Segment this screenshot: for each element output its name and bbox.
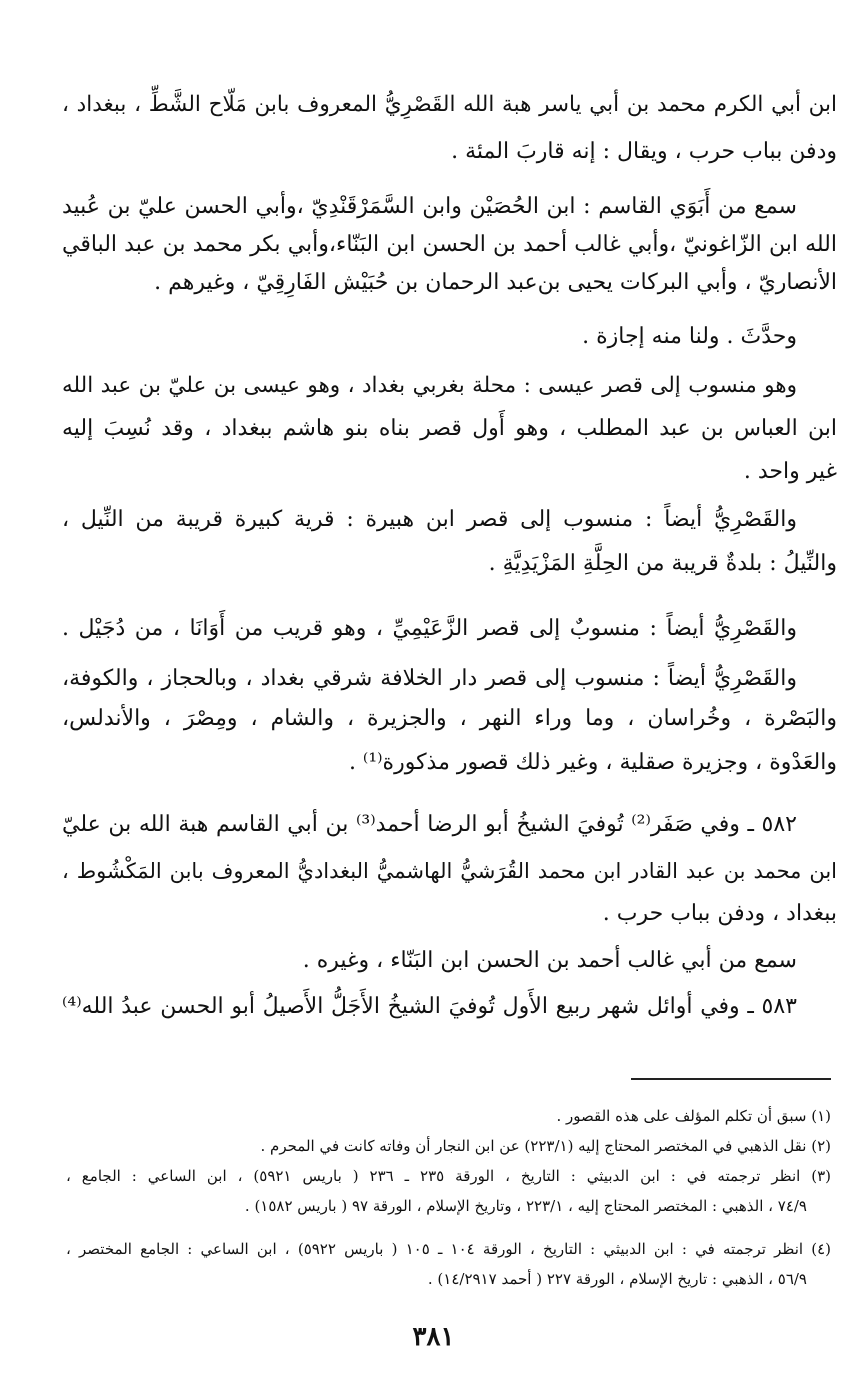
body-line: ببغداد ، ودفن بباب حرب .: [602, 901, 837, 926]
body-line: ابن أبي الكرم محمد بن أبي ياسر هبة الله القَصْرِيُّ المعروف بابن مَلّاح الشَّطِّ ، ببغداد ،: [62, 92, 837, 117]
body-line: والقَصْرِيُّ أيضاً : منسوبٌ إلى قصر الزَّعَيْمِيِّ ، وهو قريب من أَوَانَا ، من دُجَيْل .: [62, 616, 797, 641]
body-line: والنِّيلُ : بلدةٌ قريبة من الحِلَّةِ المَزْيَدِيَّةِ .: [488, 551, 837, 576]
footnote-line: (٢) نقل الذهبي في المختصر المحتاج إليه (٢٢٣/١) عن ابن النجار أن وفاته كانت في المحرم .: [260, 1137, 831, 1155]
footnote-line: (٣) انظر ترجمته في : ابن الدبيثي : التاريخ ، الورقة ٢٣٥ ـ ٢٣٦ ( باريس ٥٩٢١) ، ابن الساعي : الجامع ،: [66, 1167, 832, 1185]
body-line: ودفن بباب حرب ، ويقال : إنه قاربَ المئة .: [451, 139, 837, 164]
body-line: غير واحد .: [743, 459, 837, 484]
page-number: ٣٨١: [412, 1322, 455, 1352]
body-line: والقَصْرِيُّ أيضاً : منسوب إلى قصر ابن هبيرة : قرية كبيرة قريبة من النِّيل ،: [62, 507, 797, 532]
body-line: وحدَّثَ . ولنا منه إجازة .: [582, 324, 797, 349]
body-line: الأنصاريّ ، وأبي البركات يحيى بن‌عبد الرحمان بن حُبَيْش الفَارِقِيّ ، وغيرهم .: [154, 270, 837, 295]
body-line: سمع من أبي غالب أحمد بن الحسن ابن البَنّاء ، وغيره .: [302, 948, 797, 973]
footnote-line: (٤) انظر ترجمته في : ابن الدبيثي : التاريخ ، الورقة ١٠٤ ـ ١٠٥ ( باريس ٥٩٢٢) ، ابن الساعي : الجامع المختصر ،: [66, 1240, 831, 1258]
body-line: ٥٨٢ ـ وفي صَفَر⁽²⁾ تُوفيَ الشيخُ أبو الرضا أحمد⁽³⁾ بن أبي القاسم هبة الله بن عليّ: [62, 812, 797, 837]
body-line: والقَصْرِيُّ أيضاً : منسوب إلى قصر دار الخلافة شرقي بغداد ، وبالحجاز ، والكوفة،: [62, 666, 797, 691]
footnote-divider: [631, 1078, 831, 1080]
body-line: سمع من أَبَوَي القاسم : ابن الحُصَيْن وابن السَّمَرْقَنْدِيّ ،وأبي الحسن عليّ بن عُبيد: [62, 194, 797, 219]
body-line: ابن محمد بن عبد القادر ابن محمد القُرَشيُّ الهاشميُّ البغداديُّ المعروف بابن المَكْشُوط ،: [62, 859, 837, 883]
body-line: والبَصْرة ، وخُراسان ، وما وراء النهر ، والجزيرة ، والشام ، ومِصْرَ ، والأندلس،: [62, 706, 837, 731]
body-line: وهو منسوب إلى قصر عيسى : محلة بغربي بغداد ، وهو عيسى بن عليّ بن عبد الله: [62, 373, 797, 398]
body-line: والعَدْوة ، وجزيرة صقلية ، وغير ذلك قصور مذكورة⁽¹⁾ .: [348, 750, 837, 775]
footnote-line: (١) سبق أن تكلم المؤلف على هذه القصور .: [556, 1107, 831, 1125]
body-line: ٥٨٣ ـ وفي أوائل شهر ربيع الأَول تُوفيَ الشيخُ الأَجَلُّ الأَصيلُ أبو الحسن عبدُ الله⁽⁴⁾: [62, 994, 797, 1019]
footnote-line: ٥٦/٩ ، الذهبي : تاريخ الإسلام ، الورقة ٢٢٧ ( أحمد ١٤/٢٩١٧) .: [427, 1270, 807, 1288]
body-line: ابن العباس بن عبد المطلب ، وهو أَول قصر بناه بنو هاشم ببغداد ، وقد نُسِبَ إليه: [62, 416, 837, 441]
body-line: الله ابن الزّاغونيّ ،وأبي غالب أحمد بن الحسن ابن البَنّاء،وأبي بكر محمد بن عبد الباقي: [62, 232, 837, 257]
footnote-line: ٧٤/٩ ، الذهبي : المختصر المحتاج إليه ، ٢٢٣/١ ، وتاريخ الإسلام ، الورقة ٩٧ ( باريس ١٥٨٢) .: [244, 1197, 807, 1215]
